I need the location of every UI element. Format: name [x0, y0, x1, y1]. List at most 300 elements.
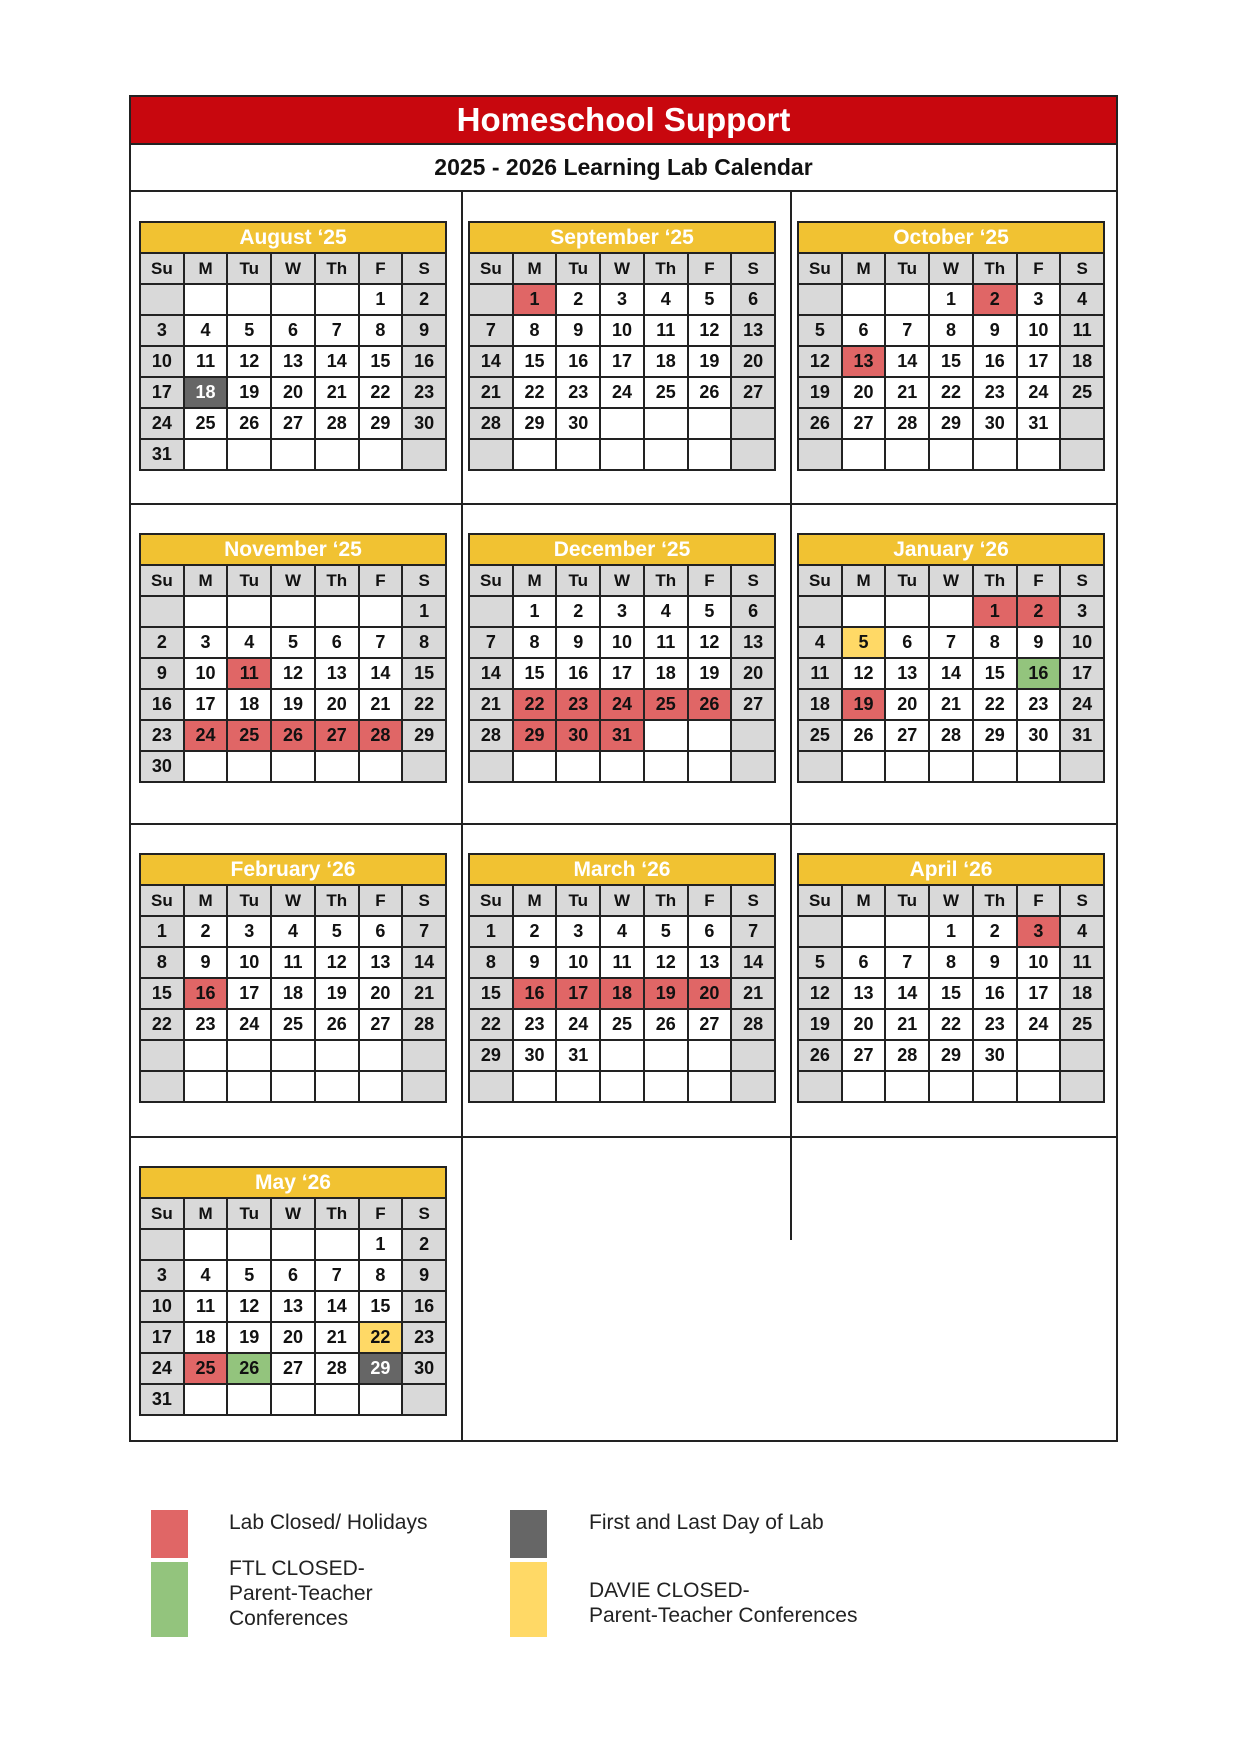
empty-day-cell — [470, 752, 512, 781]
empty-day-cell — [799, 597, 841, 626]
empty-day-cell — [228, 1072, 270, 1101]
weekday-header: Tu — [557, 254, 599, 283]
day-cell: 1 — [360, 1230, 402, 1259]
empty-day-cell — [601, 1041, 643, 1070]
empty-day-cell — [316, 1385, 358, 1414]
empty-day-cell — [732, 1041, 774, 1070]
day-cell: 29 — [403, 721, 445, 750]
day-cell: 21 — [930, 690, 972, 719]
day-cell: 27 — [843, 409, 885, 438]
empty-day-cell — [470, 285, 512, 314]
empty-day-cell — [228, 285, 270, 314]
weekday-header: M — [185, 566, 227, 595]
weekday-header: S — [403, 886, 445, 915]
day-cell: 21 — [403, 979, 445, 1008]
empty-day-cell — [930, 597, 972, 626]
day-cell: 1 — [360, 285, 402, 314]
day-cell: 2 — [557, 597, 599, 626]
weekday-header: S — [403, 254, 445, 283]
day-cell: 9 — [185, 948, 227, 977]
day-cell: 9 — [974, 948, 1016, 977]
month-title: January ‘26 — [799, 535, 1103, 566]
weekday-header: W — [930, 566, 972, 595]
day-cell: 18 — [601, 979, 643, 1008]
day-cell: 17 — [1018, 979, 1060, 1008]
day-cell: 16 — [403, 1292, 445, 1321]
day-cell: 19 — [228, 378, 270, 407]
day-cell: 8 — [514, 316, 556, 345]
weekday-header: Tu — [228, 886, 270, 915]
empty-day-cell — [1061, 752, 1103, 781]
day-cell: 15 — [360, 1292, 402, 1321]
weekday-header: W — [601, 254, 643, 283]
day-cell: 9 — [514, 948, 556, 977]
weekday-header: W — [272, 886, 314, 915]
day-cell: 26 — [316, 1010, 358, 1039]
day-cell: 30 — [403, 1354, 445, 1383]
empty-day-cell — [360, 1385, 402, 1414]
day-cell: 26 — [689, 378, 731, 407]
day-cell: 14 — [316, 347, 358, 376]
empty-day-cell — [645, 409, 687, 438]
page-title: Homeschool Support — [131, 97, 1116, 145]
legend-swatch — [151, 1562, 188, 1637]
day-cell: 29 — [514, 409, 556, 438]
empty-day-cell — [601, 1072, 643, 1101]
day-cell: 1 — [930, 917, 972, 946]
weekday-header: Su — [141, 886, 183, 915]
weekday-header: Th — [645, 566, 687, 595]
empty-day-cell — [185, 1072, 227, 1101]
weekday-header: S — [1061, 566, 1103, 595]
day-cell: 8 — [514, 628, 556, 657]
day-cell: 23 — [974, 378, 1016, 407]
empty-day-cell — [185, 1230, 227, 1259]
day-cell: 5 — [689, 285, 731, 314]
day-cell: 25 — [645, 378, 687, 407]
weekday-header: M — [514, 566, 556, 595]
month-grid — [799, 566, 1103, 781]
day-cell: 18 — [645, 347, 687, 376]
weekday-header: Th — [645, 254, 687, 283]
day-cell: 23 — [403, 378, 445, 407]
legend-label: FTL CLOSED- Parent-Teacher Conferences — [229, 1557, 373, 1630]
day-cell: 7 — [470, 628, 512, 657]
weekday-header: F — [360, 886, 402, 915]
empty-day-cell — [645, 440, 687, 469]
day-cell: 9 — [141, 659, 183, 688]
day-cell: 7 — [403, 917, 445, 946]
day-cell: 20 — [272, 378, 314, 407]
day-cell: 30 — [514, 1041, 556, 1070]
day-cell: 26 — [272, 721, 314, 750]
month-calendar — [139, 853, 447, 1103]
empty-day-cell — [1018, 1072, 1060, 1101]
day-cell: 6 — [732, 597, 774, 626]
empty-day-cell — [514, 1072, 556, 1101]
day-cell: 26 — [645, 1010, 687, 1039]
day-cell: 4 — [228, 628, 270, 657]
day-cell: 20 — [843, 1010, 885, 1039]
day-cell: 10 — [185, 659, 227, 688]
empty-day-cell — [843, 752, 885, 781]
day-cell: 4 — [1061, 285, 1103, 314]
empty-day-cell — [689, 409, 731, 438]
day-cell: 17 — [141, 378, 183, 407]
weekday-header: M — [514, 886, 556, 915]
day-cell: 31 — [141, 1385, 183, 1414]
day-cell: 27 — [732, 378, 774, 407]
empty-day-cell — [272, 752, 314, 781]
day-cell: 15 — [360, 347, 402, 376]
day-cell: 1 — [141, 917, 183, 946]
empty-day-cell — [689, 1041, 731, 1070]
empty-day-cell — [886, 440, 928, 469]
day-cell: 10 — [228, 948, 270, 977]
day-cell: 11 — [601, 948, 643, 977]
weekday-header: M — [843, 566, 885, 595]
weekday-header: Th — [316, 566, 358, 595]
day-cell: 27 — [272, 409, 314, 438]
day-cell: 14 — [470, 347, 512, 376]
day-cell: 24 — [1018, 1010, 1060, 1039]
month-grid — [470, 886, 774, 1101]
day-cell: 10 — [601, 316, 643, 345]
day-cell: 20 — [732, 347, 774, 376]
day-cell: 1 — [470, 917, 512, 946]
day-cell: 10 — [1018, 316, 1060, 345]
day-cell: 23 — [514, 1010, 556, 1039]
day-cell: 20 — [732, 659, 774, 688]
empty-day-cell — [557, 440, 599, 469]
empty-day-cell — [316, 440, 358, 469]
day-cell: 19 — [843, 690, 885, 719]
weekday-header: F — [360, 254, 402, 283]
day-cell: 11 — [228, 659, 270, 688]
day-cell: 16 — [514, 979, 556, 1008]
day-cell: 12 — [689, 628, 731, 657]
day-cell: 24 — [557, 1010, 599, 1039]
empty-day-cell — [689, 1072, 731, 1101]
empty-day-cell — [1061, 440, 1103, 469]
day-cell: 3 — [1061, 597, 1103, 626]
day-cell: 4 — [272, 917, 314, 946]
day-cell: 23 — [185, 1010, 227, 1039]
day-cell: 21 — [470, 690, 512, 719]
legend-swatch — [510, 1562, 547, 1637]
weekday-header: Tu — [886, 566, 928, 595]
empty-day-cell — [272, 1385, 314, 1414]
month-title: October ‘25 — [799, 223, 1103, 254]
day-cell: 23 — [1018, 690, 1060, 719]
weekday-header: M — [843, 254, 885, 283]
empty-day-cell — [974, 752, 1016, 781]
day-cell: 18 — [799, 690, 841, 719]
weekday-header: Th — [316, 886, 358, 915]
day-cell: 24 — [141, 1354, 183, 1383]
day-cell: 8 — [974, 628, 1016, 657]
empty-day-cell — [843, 440, 885, 469]
empty-day-cell — [360, 597, 402, 626]
day-cell: 6 — [689, 917, 731, 946]
empty-day-cell — [1018, 440, 1060, 469]
day-cell: 8 — [403, 628, 445, 657]
empty-day-cell — [360, 1072, 402, 1101]
empty-day-cell — [930, 752, 972, 781]
empty-day-cell — [228, 597, 270, 626]
day-cell: 19 — [645, 979, 687, 1008]
empty-day-cell — [886, 597, 928, 626]
day-cell: 24 — [601, 378, 643, 407]
day-cell: 31 — [141, 440, 183, 469]
day-cell: 21 — [732, 979, 774, 1008]
empty-day-cell — [689, 721, 731, 750]
empty-day-cell — [732, 721, 774, 750]
day-cell: 25 — [1061, 1010, 1103, 1039]
day-cell: 19 — [799, 378, 841, 407]
day-cell: 13 — [886, 659, 928, 688]
day-cell: 13 — [272, 1292, 314, 1321]
empty-day-cell — [141, 1072, 183, 1101]
day-cell: 19 — [689, 659, 731, 688]
legend-label: DAVIE CLOSED- Parent-Teacher Conferences — [589, 1579, 858, 1627]
day-cell: 11 — [799, 659, 841, 688]
legend-swatch — [151, 1510, 188, 1558]
weekday-header: F — [1018, 254, 1060, 283]
day-cell: 12 — [228, 1292, 270, 1321]
empty-day-cell — [228, 752, 270, 781]
weekday-header: Th — [974, 254, 1016, 283]
weekday-header: F — [689, 886, 731, 915]
empty-day-cell — [403, 440, 445, 469]
day-cell: 5 — [843, 628, 885, 657]
day-cell: 16 — [974, 347, 1016, 376]
day-cell: 28 — [403, 1010, 445, 1039]
month-grid — [470, 254, 774, 469]
weekday-header: S — [403, 1199, 445, 1228]
day-cell: 1 — [403, 597, 445, 626]
day-cell: 2 — [403, 285, 445, 314]
weekday-header: Th — [316, 254, 358, 283]
month-calendar — [139, 1166, 447, 1416]
day-cell: 15 — [930, 979, 972, 1008]
empty-day-cell — [272, 285, 314, 314]
empty-day-cell — [843, 917, 885, 946]
empty-day-cell — [601, 409, 643, 438]
empty-day-cell — [732, 440, 774, 469]
weekday-header: S — [732, 566, 774, 595]
day-cell: 1 — [514, 285, 556, 314]
day-cell: 24 — [141, 409, 183, 438]
day-cell: 5 — [316, 917, 358, 946]
day-cell: 6 — [272, 316, 314, 345]
empty-day-cell — [316, 752, 358, 781]
day-cell: 21 — [316, 378, 358, 407]
month-calendar — [468, 221, 776, 471]
day-cell: 8 — [360, 316, 402, 345]
day-cell: 26 — [799, 409, 841, 438]
day-cell: 4 — [645, 285, 687, 314]
day-cell: 1 — [974, 597, 1016, 626]
empty-day-cell — [360, 440, 402, 469]
day-cell: 24 — [1061, 690, 1103, 719]
day-cell: 23 — [557, 378, 599, 407]
day-cell: 12 — [689, 316, 731, 345]
day-cell: 26 — [689, 690, 731, 719]
month-title: February ‘26 — [141, 855, 445, 886]
empty-day-cell — [974, 1072, 1016, 1101]
month-title: August ‘25 — [141, 223, 445, 254]
day-cell: 27 — [360, 1010, 402, 1039]
day-cell: 21 — [316, 1323, 358, 1352]
day-cell: 26 — [799, 1041, 841, 1070]
day-cell: 29 — [974, 721, 1016, 750]
empty-day-cell — [185, 1385, 227, 1414]
day-cell: 4 — [601, 917, 643, 946]
day-cell: 1 — [930, 285, 972, 314]
weekday-header: F — [360, 1199, 402, 1228]
day-cell: 7 — [470, 316, 512, 345]
empty-day-cell — [645, 752, 687, 781]
day-cell: 9 — [974, 316, 1016, 345]
day-cell: 11 — [272, 948, 314, 977]
day-cell: 27 — [732, 690, 774, 719]
day-cell: 30 — [141, 752, 183, 781]
weekday-header: S — [1061, 886, 1103, 915]
day-cell: 3 — [601, 597, 643, 626]
empty-day-cell — [732, 409, 774, 438]
day-cell: 16 — [403, 347, 445, 376]
day-cell: 17 — [1018, 347, 1060, 376]
day-cell: 21 — [470, 378, 512, 407]
empty-day-cell — [185, 285, 227, 314]
day-cell: 18 — [272, 979, 314, 1008]
month-title: April ‘26 — [799, 855, 1103, 886]
day-cell: 18 — [645, 659, 687, 688]
day-cell: 5 — [272, 628, 314, 657]
day-cell: 14 — [316, 1292, 358, 1321]
day-cell: 26 — [228, 409, 270, 438]
row-divider — [131, 1136, 1116, 1138]
empty-day-cell — [185, 440, 227, 469]
weekday-header: Th — [645, 886, 687, 915]
day-cell: 19 — [316, 979, 358, 1008]
weekday-header: Th — [974, 886, 1016, 915]
day-cell: 13 — [843, 347, 885, 376]
day-cell: 25 — [1061, 378, 1103, 407]
month-title: May ‘26 — [141, 1168, 445, 1199]
day-cell: 11 — [645, 316, 687, 345]
day-cell: 5 — [799, 316, 841, 345]
day-cell: 30 — [557, 721, 599, 750]
day-cell: 25 — [645, 690, 687, 719]
day-cell: 25 — [272, 1010, 314, 1039]
empty-day-cell — [272, 1230, 314, 1259]
day-cell: 4 — [799, 628, 841, 657]
day-cell: 12 — [799, 347, 841, 376]
empty-day-cell — [316, 1072, 358, 1101]
empty-day-cell — [228, 1041, 270, 1070]
weekday-header: Su — [799, 566, 841, 595]
day-cell: 23 — [974, 1010, 1016, 1039]
day-cell: 27 — [272, 1354, 314, 1383]
day-cell: 6 — [272, 1261, 314, 1290]
empty-day-cell — [886, 752, 928, 781]
month-calendar — [797, 853, 1105, 1103]
day-cell: 2 — [185, 917, 227, 946]
day-cell: 6 — [886, 628, 928, 657]
weekday-header: Su — [470, 254, 512, 283]
day-cell: 22 — [360, 1323, 402, 1352]
empty-day-cell — [272, 1072, 314, 1101]
day-cell: 30 — [1018, 721, 1060, 750]
day-cell: 14 — [886, 347, 928, 376]
day-cell: 14 — [930, 659, 972, 688]
day-cell: 3 — [228, 917, 270, 946]
day-cell: 10 — [141, 1292, 183, 1321]
day-cell: 16 — [141, 690, 183, 719]
day-cell: 13 — [689, 948, 731, 977]
day-cell: 28 — [360, 721, 402, 750]
empty-day-cell — [403, 1041, 445, 1070]
day-cell: 7 — [886, 948, 928, 977]
empty-day-cell — [403, 752, 445, 781]
weekday-header: Tu — [886, 254, 928, 283]
day-cell: 28 — [316, 1354, 358, 1383]
day-cell: 29 — [470, 1041, 512, 1070]
day-cell: 24 — [228, 1010, 270, 1039]
weekday-header: Su — [141, 566, 183, 595]
month-title: November ‘25 — [141, 535, 445, 566]
empty-day-cell — [930, 1072, 972, 1101]
day-cell: 7 — [316, 1261, 358, 1290]
empty-day-cell — [141, 1230, 183, 1259]
day-cell: 9 — [403, 1261, 445, 1290]
day-cell: 10 — [1061, 628, 1103, 657]
day-cell: 4 — [645, 597, 687, 626]
weekday-header: Tu — [557, 566, 599, 595]
day-cell: 22 — [141, 1010, 183, 1039]
empty-day-cell — [732, 752, 774, 781]
empty-day-cell — [360, 1041, 402, 1070]
empty-day-cell — [141, 1041, 183, 1070]
empty-day-cell — [799, 1072, 841, 1101]
weekday-header: Su — [470, 886, 512, 915]
day-cell: 5 — [228, 316, 270, 345]
day-cell: 2 — [974, 285, 1016, 314]
day-cell: 3 — [557, 917, 599, 946]
day-cell: 3 — [141, 316, 183, 345]
day-cell: 13 — [272, 347, 314, 376]
legend-swatch — [510, 1510, 547, 1558]
empty-day-cell — [272, 1041, 314, 1070]
day-cell: 8 — [360, 1261, 402, 1290]
day-cell: 18 — [1061, 979, 1103, 1008]
empty-day-cell — [1061, 1041, 1103, 1070]
day-cell: 28 — [316, 409, 358, 438]
day-cell: 13 — [732, 628, 774, 657]
day-cell: 20 — [886, 690, 928, 719]
weekday-header: M — [843, 886, 885, 915]
weekday-header: F — [360, 566, 402, 595]
day-cell: 29 — [514, 721, 556, 750]
day-cell: 5 — [228, 1261, 270, 1290]
empty-day-cell — [843, 597, 885, 626]
legend-label: First and Last Day of Lab — [589, 1511, 824, 1534]
day-cell: 22 — [514, 378, 556, 407]
weekday-header: S — [732, 254, 774, 283]
day-cell: 18 — [1061, 347, 1103, 376]
